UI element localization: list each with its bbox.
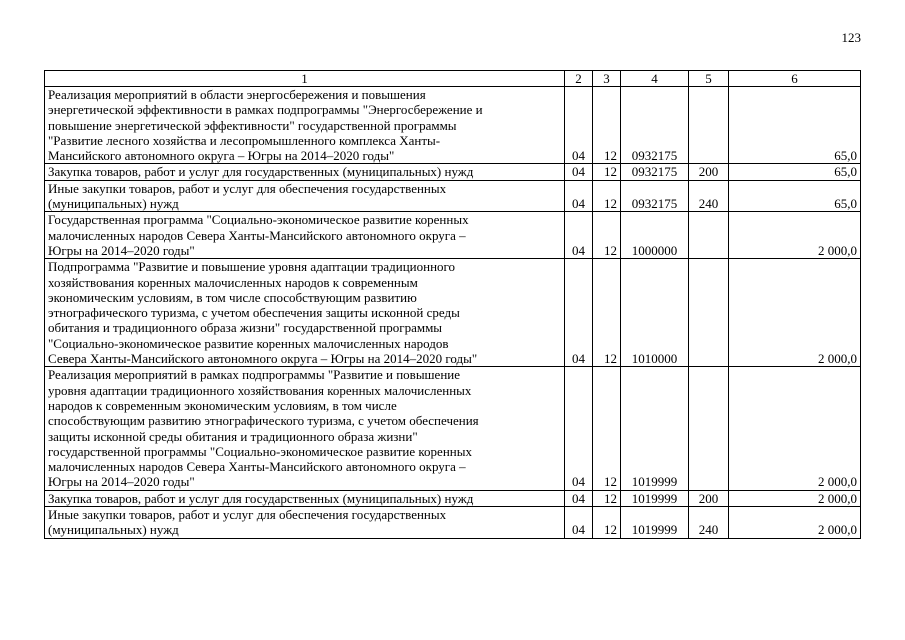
- name-line: хозяйствования коренных малочисленных народов к современным: [48, 274, 418, 290]
- cell-expense-type: 240: [689, 507, 729, 539]
- cell-section: 04: [565, 180, 593, 212]
- name-line: уровня адаптации традиционного хозяйствования коренных малочисленных: [48, 382, 472, 398]
- cell-expense-type: 200: [689, 490, 729, 506]
- name-line: Иные закупки товаров, работ и услуг для обеспечения государственных: [48, 180, 447, 196]
- name-line: Иные закупки товаров, работ и услуг для обеспечения государственных: [48, 507, 447, 523]
- name-line: энергетической эффективности в рамках подпрограммы "Энергосбережение и: [48, 102, 483, 118]
- cell-amount: 2 000,0: [729, 367, 861, 490]
- name-line: экономическим условиям, в том числе способствующим развитию: [48, 289, 417, 305]
- name-line: Севера Ханты-Мансийского автономного округа – Югры на 2014–2020 годы": [48, 351, 478, 367]
- table-row: [45, 180, 861, 212]
- page-number: 123: [841, 30, 861, 45]
- header-col-section: 2: [565, 71, 593, 87]
- name-line: способствующим развитию этнографического туризма, с учетом обеспечения: [48, 413, 479, 429]
- cell-subsection: 12: [593, 180, 621, 212]
- cell-amount: 2 000,0: [729, 212, 861, 259]
- cell-expense-type: 240: [689, 180, 729, 212]
- name-line: Югры на 2014–2020 годы": [48, 242, 195, 258]
- cell-subsection: 12: [593, 212, 621, 259]
- table-header: [45, 71, 861, 87]
- cell-section: 04: [565, 507, 593, 539]
- cell-subsection: 12: [593, 507, 621, 539]
- table-body: [45, 87, 861, 539]
- name-line: обитания и традиционного образа жизни" государственной программы: [48, 320, 443, 336]
- table-row: [45, 367, 861, 490]
- cell-target-article: 0932175: [621, 180, 689, 212]
- cell-amount: 65,0: [729, 164, 861, 180]
- cell-name: [45, 180, 565, 212]
- name-line: "Развитие лесного хозяйства и лесопромышленного комплекса Ханты-: [48, 132, 441, 148]
- cell-subsection: 12: [593, 164, 621, 180]
- name-line: Реализация мероприятий в области энергосбережения и повышения: [48, 87, 426, 102]
- cell-target-article: 1019999: [621, 507, 689, 539]
- table-row: [45, 259, 861, 367]
- cell-amount: 2 000,0: [729, 490, 861, 506]
- table-row: [45, 490, 861, 506]
- cell-name: [45, 367, 565, 490]
- name-line: (муниципальных) нужд: [48, 522, 179, 538]
- cell-target-article: 1000000: [621, 212, 689, 259]
- cell-section: 04: [565, 164, 593, 180]
- header-row: [45, 71, 861, 87]
- name-line: Закупка товаров, работ и услуг для государственных (муниципальных) нужд: [48, 164, 474, 180]
- name-line: этнографического туризма, с учетом обеспечения защиты исконной среды: [48, 305, 460, 321]
- name-line: Закупка товаров, работ и услуг для государственных (муниципальных) нужд: [48, 490, 474, 506]
- cell-subsection: 12: [593, 259, 621, 367]
- name-line: "Социально-экономическое развитие коренных малочисленных народов: [48, 335, 449, 351]
- cell-section: 04: [565, 490, 593, 506]
- budget-table: [44, 70, 861, 539]
- cell-amount: 2 000,0: [729, 507, 861, 539]
- cell-target-article: 1010000: [621, 259, 689, 367]
- cell-amount: 65,0: [729, 87, 861, 164]
- cell-expense-type: 200: [689, 164, 729, 180]
- name-line: повышение энергетической эффективности" государственной программы: [48, 117, 457, 133]
- header-col-amount: 6: [729, 71, 861, 87]
- cell-amount: 2 000,0: [729, 259, 861, 367]
- cell-subsection: 12: [593, 87, 621, 164]
- cell-name: [45, 164, 565, 180]
- cell-target-article: 1019999: [621, 490, 689, 506]
- table-row: [45, 87, 861, 164]
- name-line: Подпрограмма "Развитие и повышение уровня адаптации традиционного: [48, 259, 456, 275]
- header-col-subsection: 3: [593, 71, 621, 87]
- table-row: [45, 507, 861, 539]
- cell-target-article: 1019999: [621, 367, 689, 490]
- name-line: защиты исконной среды обитания и традиционного образа жизни": [48, 428, 418, 444]
- table-row: [45, 212, 861, 259]
- name-line: народов к современным экономическим условиям, в том числе: [48, 397, 397, 413]
- header-col-expense-type: 5: [689, 71, 729, 87]
- name-line: малочисленных народов Севера Ханты-Мансийского автономного округа –: [48, 227, 466, 243]
- name-line: государственной программы "Социально-экономическое развитие коренных: [48, 443, 472, 459]
- cell-name: [45, 259, 565, 367]
- cell-expense-type: [689, 259, 729, 367]
- cell-section: 04: [565, 367, 593, 490]
- header-col-target-article: 4: [621, 71, 689, 87]
- header-col-name: 1: [45, 71, 565, 87]
- name-line: Югры на 2014–2020 годы": [48, 474, 195, 490]
- cell-target-article: 0932175: [621, 87, 689, 164]
- name-line: Мансийского автономного округа – Югры на 2014–2020 годы": [48, 148, 395, 164]
- cell-name: [45, 507, 565, 539]
- cell-amount: 65,0: [729, 180, 861, 212]
- cell-name: [45, 87, 565, 164]
- cell-name: [45, 212, 565, 259]
- name-line: Государственная программа "Социально-экономическое развитие коренных: [48, 212, 469, 228]
- cell-section: 04: [565, 212, 593, 259]
- cell-section: 04: [565, 87, 593, 164]
- cell-section: 04: [565, 259, 593, 367]
- cell-name: [45, 490, 565, 506]
- cell-expense-type: [689, 212, 729, 259]
- table-row: [45, 164, 861, 180]
- cell-expense-type: [689, 367, 729, 490]
- name-line: Реализация мероприятий в рамках подпрограммы "Развитие и повышение: [48, 367, 461, 383]
- cell-subsection: 12: [593, 490, 621, 506]
- name-line: (муниципальных) нужд: [48, 196, 179, 212]
- cell-target-article: 0932175: [621, 164, 689, 180]
- cell-subsection: 12: [593, 367, 621, 490]
- name-line: малочисленных народов Севера Ханты-Мансийского автономного округа –: [48, 459, 466, 475]
- cell-expense-type: [689, 87, 729, 164]
